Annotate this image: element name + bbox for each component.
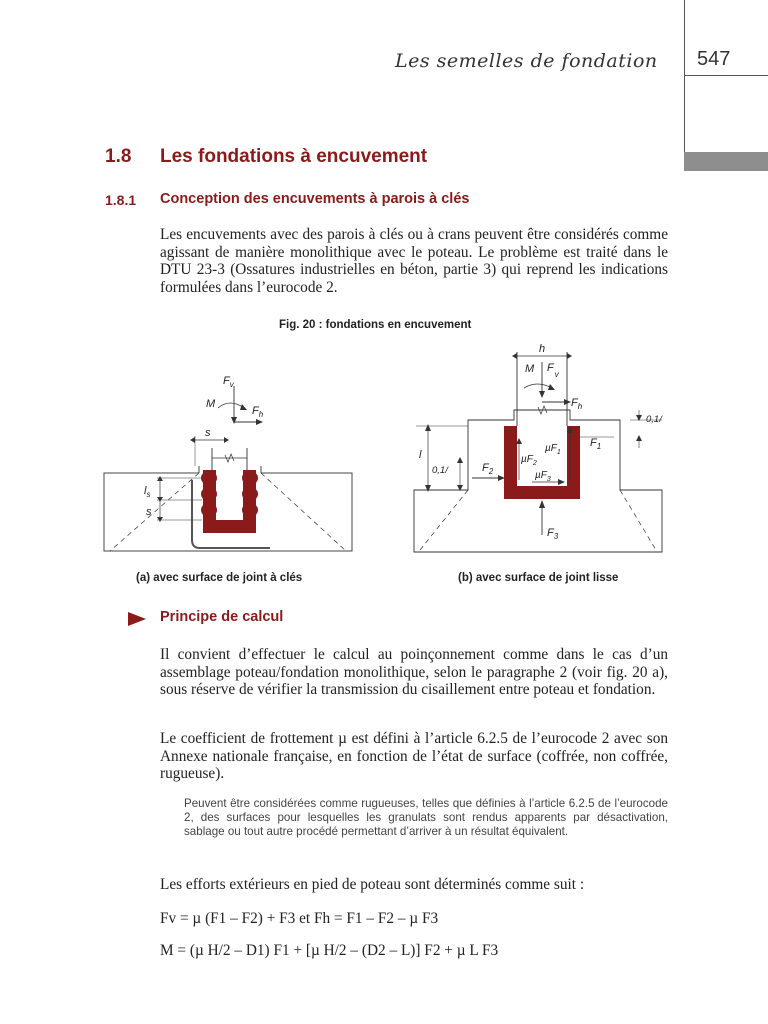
fh-label: $F_h$ bbox=[252, 405, 264, 419]
l-label: l bbox=[419, 449, 422, 461]
punching-cone-right bbox=[261, 473, 346, 551]
punching-cone-left bbox=[110, 473, 199, 551]
ls-label: $l_s$ bbox=[144, 485, 151, 499]
foundation-block bbox=[414, 410, 662, 552]
formula-fv-fh: Fv = µ (F1 – F2) + F3 et Fh = F1 – F2 – µ F3 bbox=[160, 910, 439, 927]
principle-paragraph-3: Les efforts extérieurs en pied de poteau sont déterminés comme suit : bbox=[160, 876, 585, 893]
m-label: M bbox=[206, 398, 216, 410]
m-label: M bbox=[525, 363, 535, 375]
header-vertical-rule bbox=[684, 0, 685, 152]
figure-b-caption: (b) avec surface de joint lisse bbox=[458, 572, 619, 584]
principle-paragraph-1: Il convient d’effectuer le calcul au poinçonnement comme dans le cas d’un assemblage poteau/fondation monolithique, selon le paragraphe 2 (voir fig. 20 a), sous réserve de vérifier la transmission du cisaillement entre poteau et fondation. bbox=[160, 646, 668, 698]
figure-b-joint-lisse bbox=[402, 340, 692, 580]
figure-a-caption: (a) avec surface de joint à clés bbox=[136, 572, 303, 584]
section-number: 1.8 bbox=[105, 146, 132, 167]
principle-paragraph-2: Le coefficient de frottement µ est défini à l’article 6.2.5 de l’eurocode 2 avec son Annexe nationale française, en fonction de l’état de surface (coffrée, non coffrée, rugueuse). bbox=[160, 730, 668, 782]
formula-m: M = (µ H/2 – D1) F1 + [µ H/2 – (D2 – L)] F2 + µ L F3 bbox=[160, 942, 499, 959]
fv-label: $F_v$ bbox=[547, 362, 559, 379]
f1-label: $F_1$ bbox=[590, 437, 602, 451]
principle-note: Peuvent être considérées comme rugueuses, telles que définies à l’article 6.2.5 de l’eurocode 2, des surfaces pour lesquelles les granulats sont rendus apparents par désactivation, sablage ou tout autre procédé permettant d’arriver à un résultat équivalent. bbox=[184, 797, 668, 838]
punching-cone-left bbox=[420, 490, 468, 550]
section-title: Les fondations à encuvement bbox=[160, 146, 428, 167]
page-number: 547 bbox=[697, 48, 731, 70]
tenth-l-right-label: 0,1/ bbox=[646, 414, 662, 425]
tenth-l-left-label: 0,1/ bbox=[432, 465, 448, 476]
f3-label: $F_3$ bbox=[547, 527, 559, 541]
subsection-number: 1.8.1 bbox=[105, 192, 137, 208]
s-top-label: s bbox=[205, 427, 211, 439]
mu-f3-label: µF$_3$ bbox=[535, 470, 551, 483]
mu-f1-label: µF$_1$ bbox=[545, 443, 561, 456]
s-side-label: s bbox=[146, 506, 152, 518]
mu-f2-label: µF$_2$ bbox=[521, 454, 537, 467]
fh-label: $F_h$ bbox=[571, 397, 583, 411]
figure-caption: Fig. 20 : fondations en encuvement bbox=[279, 319, 472, 331]
intro-paragraph: Les encuvements avec des parois à clés ou à crans peuvent être considérés comme agissant de manière monolithique avec le poteau. Le problème est traité dans le DTU 23-3 (Ossatures industrielles en béton, partie 3) qui reprend les indications formulées dans l’eurocode 2. bbox=[160, 226, 668, 296]
triangle-bullet-icon bbox=[128, 612, 148, 626]
punching-cone-right bbox=[620, 490, 656, 550]
figure-a-joint-a-cles bbox=[100, 370, 370, 580]
h-label: h bbox=[539, 343, 546, 355]
header-horizontal-rule bbox=[684, 75, 768, 76]
f2-label: $F_2$ bbox=[482, 462, 494, 476]
running-head: Les semelles de fondation bbox=[395, 50, 658, 72]
principle-title: Principe de calcul bbox=[160, 609, 284, 625]
chapter-tab bbox=[684, 152, 768, 171]
smooth-column bbox=[504, 426, 580, 499]
subsection-title: Conception des encuvements à parois à clés bbox=[160, 191, 470, 207]
fv-label: $F_v$ bbox=[223, 375, 234, 389]
